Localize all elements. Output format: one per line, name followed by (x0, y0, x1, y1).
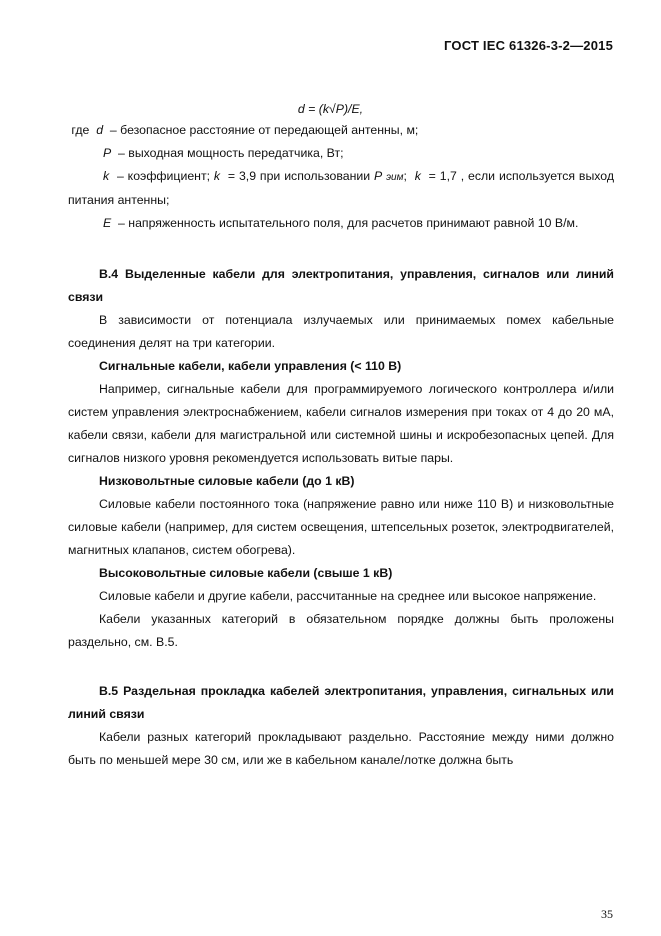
formula: d = (k√P)/E, (297, 102, 364, 116)
spacer (68, 654, 614, 680)
definition-p: P – выходная мощность передатчика, Вт; (103, 146, 344, 160)
signal-cables-heading: Сигнальные кабели, кабели управления (< 110 В) (99, 359, 402, 373)
definition-e: E – напряженность испытательного поля, для расчетов принимают равной 10 В/м. (103, 216, 579, 230)
separate-laying-text: Кабели указанных категорий в обязательном порядке должны быть проложены раздельно, см. В.5. (68, 612, 614, 649)
lv-cables-text: Силовые кабели постоянного тока (напряжение равно или ниже 110 В) и низковольтные силовые кабели (например, для систем освещения, штепсельных розеток, электродвигателей, магнитных клапанов, систем обогрева). (68, 497, 614, 557)
definition-k: k – коэффициент; k = 3,9 при использовании P эим; k = 1,7 , если используется выход питания антенны; (68, 169, 615, 207)
hv-cables-heading: Высоковольтные силовые кабели (свыше 1 кВ) (99, 566, 393, 580)
standard-header: ГОСТ IEC 61326-3-2—2015 (444, 38, 613, 53)
section-b5-text: Кабели разных категорий прокладывают раздельно. Расстояние между ними должно быть по меньшей мере 30 см, или же в кабельном канале/лотке должна быть (68, 730, 614, 767)
page-number: 35 (601, 907, 613, 921)
lv-cables-heading: Низковольтные силовые кабели (до 1 кВ) (99, 474, 355, 488)
definition-d: где d – безопасное расстояние от передающей антенны, м; (71, 123, 419, 137)
signal-cables-text: Например, сигнальные кабели для программируемого логического контроллера и/или систем управления электроснабжением, кабели сигналов измерения при токах от 4 до 20 мА, кабели связи, кабели для магистральной или системной шины и искробезопасных цепей. Для сигналов низкого уровня рекомендуется использовать витые пары. (68, 382, 614, 465)
section-b4-heading: В.4 Выделенные кабели для электропитания, управления, сигналов или линий связи (68, 267, 614, 304)
body-text (68, 119, 614, 772)
section-b5-heading: В.5 Раздельная прокладка кабелей электропитания, управления, сигнальных или линий связи (68, 684, 614, 721)
section-b4-intro: В зависимости от потенциала излучаемых или принимаемых помех кабельные соединения делят на три категории. (68, 313, 614, 350)
hv-cables-text: Силовые кабели и другие кабели, рассчитанные на среднее или высокое напряжение. (99, 589, 597, 603)
spacer (68, 235, 614, 263)
